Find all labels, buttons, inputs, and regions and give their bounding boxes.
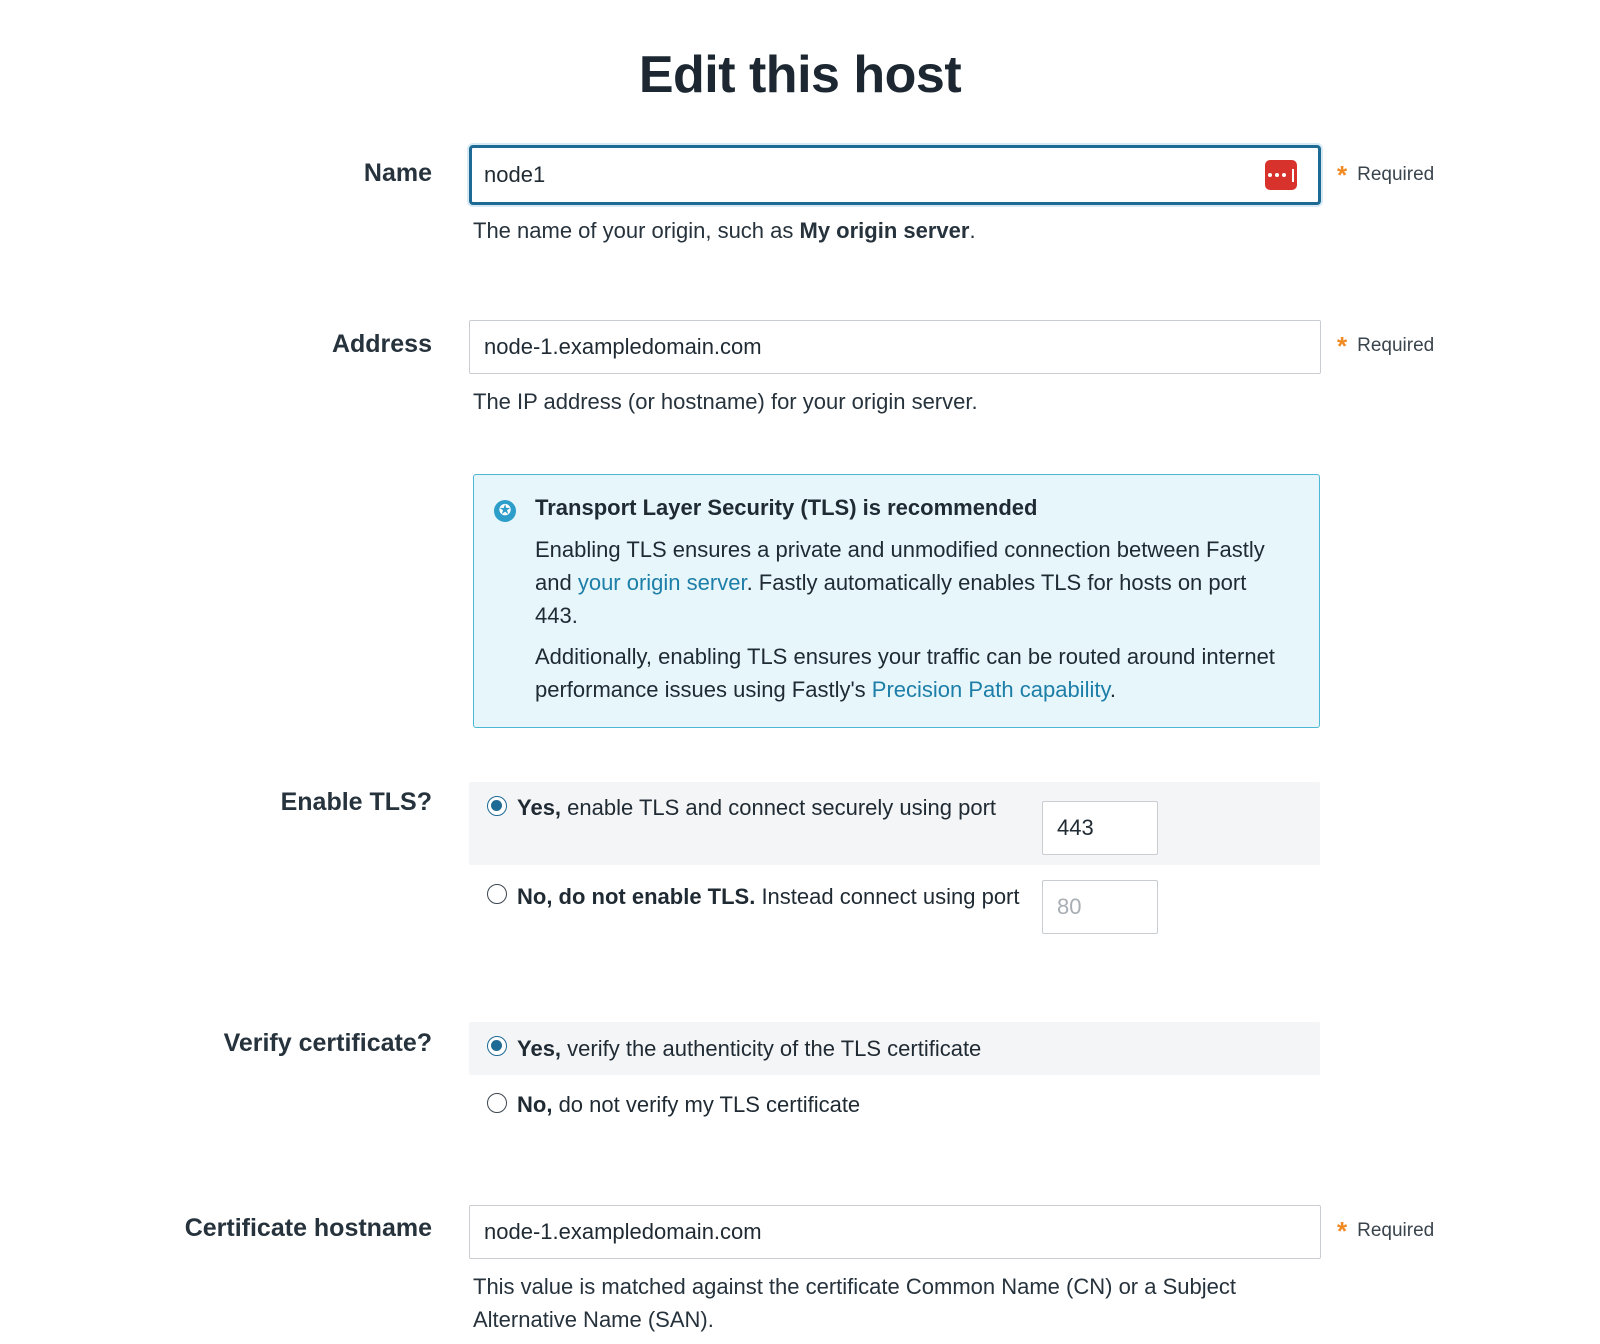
- origin-server-link[interactable]: your origin server: [577, 570, 747, 595]
- verify-cert-yes-radio[interactable]: [487, 1036, 507, 1056]
- verify-cert-yes-text[interactable]: Yes, verify the authenticity of the TLS certificate: [517, 1036, 982, 1061]
- certificate-hostname-input[interactable]: [469, 1205, 1321, 1259]
- star-badge-icon: ✪: [494, 500, 516, 522]
- required-star-icon: *: [1337, 331, 1348, 361]
- page-title: Edit this host: [638, 45, 962, 104]
- tls-port-input[interactable]: [1042, 801, 1158, 855]
- enable-tls-label: Enable TLS?: [280, 788, 432, 816]
- enable-tls-yes-radio[interactable]: [487, 796, 507, 816]
- callout-paragraph-2: Additionally, enabling TLS ensures your traffic can be routed around internet performance issues using Fastly's Precision Path capability.: [535, 644, 1275, 702]
- verify-cert-no-radio[interactable]: [487, 1093, 507, 1113]
- name-required-indicator: [1337, 162, 1434, 188]
- password-manager-icon[interactable]: [1265, 160, 1297, 190]
- name-help-text: The name of your origin, such as My origin server.: [473, 218, 976, 243]
- address-help-text: The IP address (or hostname) for your origin server.: [473, 389, 978, 414]
- verify-certificate-label: Verify certificate?: [223, 1029, 432, 1057]
- name-input[interactable]: [469, 145, 1321, 205]
- cert-hostname-required-indicator: [1337, 1218, 1434, 1244]
- required-star-icon: *: [1337, 160, 1348, 190]
- certificate-hostname-label: Certificate hostname: [184, 1214, 432, 1242]
- verify-cert-no-text[interactable]: No, do not verify my TLS certificate: [517, 1092, 861, 1117]
- precision-path-link[interactable]: Precision Path capability: [871, 677, 1110, 702]
- non-tls-port-input[interactable]: [1042, 880, 1158, 934]
- required-star-icon: *: [1337, 1216, 1348, 1246]
- address-input[interactable]: [469, 320, 1321, 374]
- enable-tls-yes-text[interactable]: Yes, enable TLS and connect securely using port: [517, 795, 997, 820]
- required-text: Required: [1357, 164, 1435, 185]
- callout-title: Transport Layer Security (TLS) is recommended: [535, 495, 1038, 520]
- required-text: Required: [1357, 335, 1435, 356]
- address-required-indicator: [1337, 333, 1434, 359]
- enable-tls-no-text[interactable]: No, do not enable TLS. Instead connect using port: [517, 884, 1020, 909]
- address-label: Address: [331, 330, 432, 358]
- cert-hostname-help-text: This value is matched against the certificate Common Name (CN) or a Subject Alternative Name (SAN).: [473, 1274, 1236, 1332]
- required-text: Required: [1357, 1220, 1435, 1241]
- name-label: Name: [363, 159, 432, 187]
- tls-recommendation-callout: [473, 474, 1320, 728]
- callout-paragraph-1: Enabling TLS ensures a private and unmodified connection between Fastly and your origin server. Fastly automatically enables TLS for hosts on port 443.: [535, 537, 1265, 628]
- enable-tls-no-radio[interactable]: [487, 884, 507, 904]
